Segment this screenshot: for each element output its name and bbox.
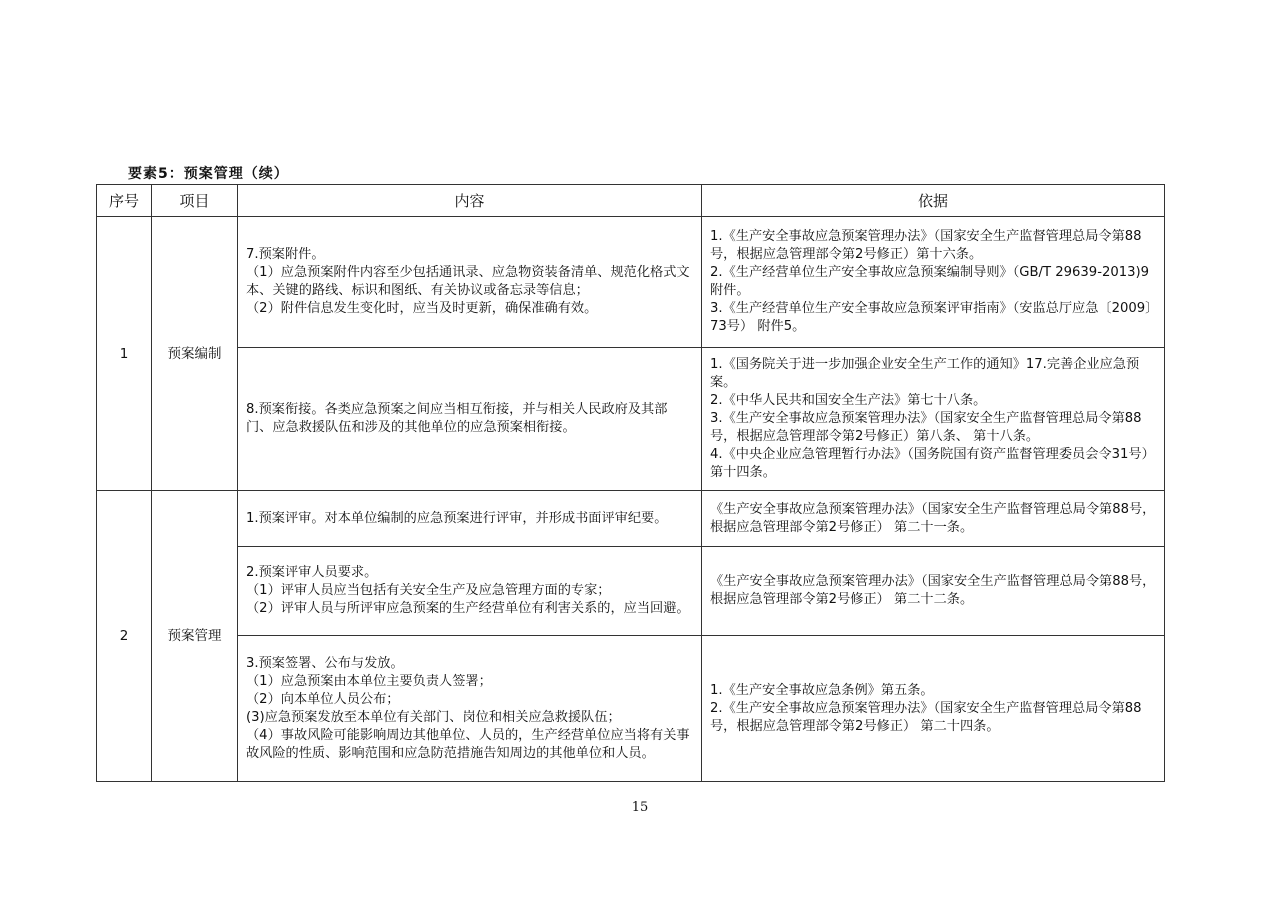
- content-line: 1.预案评审。对本单位编制的应急预案进行评审，并形成书面评审纪要。: [246, 510, 668, 526]
- basis-cell: [702, 348, 1165, 491]
- header-content: 内容: [238, 185, 702, 217]
- basis-line: 3.《生产经营单位生产安全事故应急预案评审指南》（安监总厅应急〔2009〕73号） 附件5。: [710, 301, 1152, 334]
- header-number: 序号: [97, 185, 152, 217]
- content-line: （1）应急预案由本单位主要负责人签署；: [246, 673, 492, 689]
- basis-line: 《生产安全事故应急预案管理办法》（国家安全生产监督管理总局令第88号，根据应急管理部令第2号修正） 第二十一条。: [710, 501, 1156, 535]
- content-line: （2）评审人员与所评审应急预案的生产经营单位有利害关系的，应当回避。: [246, 601, 690, 616]
- content-line: （2）附件信息发生变化时，应当及时更新，确保准确有效。: [246, 301, 598, 316]
- basis-cell: [702, 217, 1165, 348]
- basis-cell: [702, 636, 1165, 782]
- content-cell: [238, 636, 702, 782]
- basis-line: 1.《生产安全事故应急预案管理办法》（国家安全生产监督管理总局令第88号，根据应急管理部令第2号修正）第十六条。: [710, 229, 1142, 262]
- content-line: （4）事故风险可能影响周边其他单位、人员的，生产经营单位应当将有关事故风险的性质、影响范围和应急防范措施告知周边的其他单位和人员。: [246, 727, 690, 761]
- header-basis: 依据: [702, 185, 1165, 217]
- basis-line: 《生产安全事故应急预案管理办法》（国家安全生产监督管理总局令第88号，根据应急管理部令第2号修正） 第二十二条。: [710, 574, 1156, 607]
- row-item: 预案编制: [152, 217, 238, 491]
- basis-cell: [702, 547, 1165, 636]
- basis-line: 2.《中华人民共和国安全生产法》第七十八条。: [710, 393, 987, 408]
- basis-line: 2.《生产经营单位生产安全事故应急预案编制导则》（GB/T 29639-2013)9 附件。: [710, 265, 1150, 298]
- content-line: 8.预案衔接。各类应急预案之间应当相互衔接，并与相关人民政府及其部门、应急救援队伍和涉及的其他单位的应急预案相衔接。: [246, 402, 668, 435]
- content-cell: [238, 217, 702, 348]
- requirements-table: [96, 184, 1165, 782]
- basis-cell: [702, 491, 1165, 547]
- table-row: [97, 636, 1165, 782]
- header-item: 项目: [152, 185, 238, 217]
- section-heading: 要素5：预案管理（续）: [128, 166, 289, 182]
- basis-line: 4.《中央企业应急管理暂行办法》（国务院国有资产监督管理委员会令31号）第十四条。: [710, 447, 1155, 480]
- table-row: [97, 217, 1165, 348]
- basis-line: 1.《生产安全事故应急条例》第五条。: [710, 682, 934, 698]
- content-line: (3)应急预案发放至本单位有关部门、岗位和相关应急救援队伍；: [246, 709, 621, 725]
- basis-line: 2.《生产安全事故应急预案管理办法》（国家安全生产监督管理总局令第88号，根据应急管理部令第2号修正） 第二十四条。: [710, 700, 1142, 734]
- content-line: 2.预案评审人员要求。: [246, 565, 378, 580]
- basis-line: 3.《生产安全事故应急预案管理办法》（国家安全生产监督管理总局令第88号，根据应急管理部令第2号修正）第八条、 第十八条。: [710, 411, 1142, 444]
- table-row: [97, 547, 1165, 636]
- content-line: （1）应急预案附件内容至少包括通讯录、应急物资装备清单、规范化格式文本、关键的路线、标识和图纸、有关协议或备忘录等信息；: [246, 265, 690, 298]
- row-number: 1: [97, 217, 152, 491]
- page-number: 15: [631, 800, 649, 815]
- content-cell: [238, 547, 702, 636]
- content-line: 3.预案签署、公布与发放。: [246, 655, 404, 671]
- content-line: （1）评审人员应当包括有关安全生产及应急管理方面的专家；: [246, 583, 611, 598]
- content-cell: [238, 491, 702, 547]
- row-number: 2: [97, 491, 152, 782]
- content-line: 7.预案附件。: [246, 247, 325, 262]
- row-item: 预案管理: [152, 491, 238, 782]
- content-line: （2）向本单位人员公布；: [246, 691, 400, 707]
- table-row: [97, 348, 1165, 491]
- table-header-row: [97, 185, 1165, 217]
- table-row: [97, 491, 1165, 547]
- basis-line: 1.《国务院关于进一步加强企业安全生产工作的通知》17.完善企业应急预案。: [710, 357, 1140, 390]
- content-cell: [238, 348, 702, 491]
